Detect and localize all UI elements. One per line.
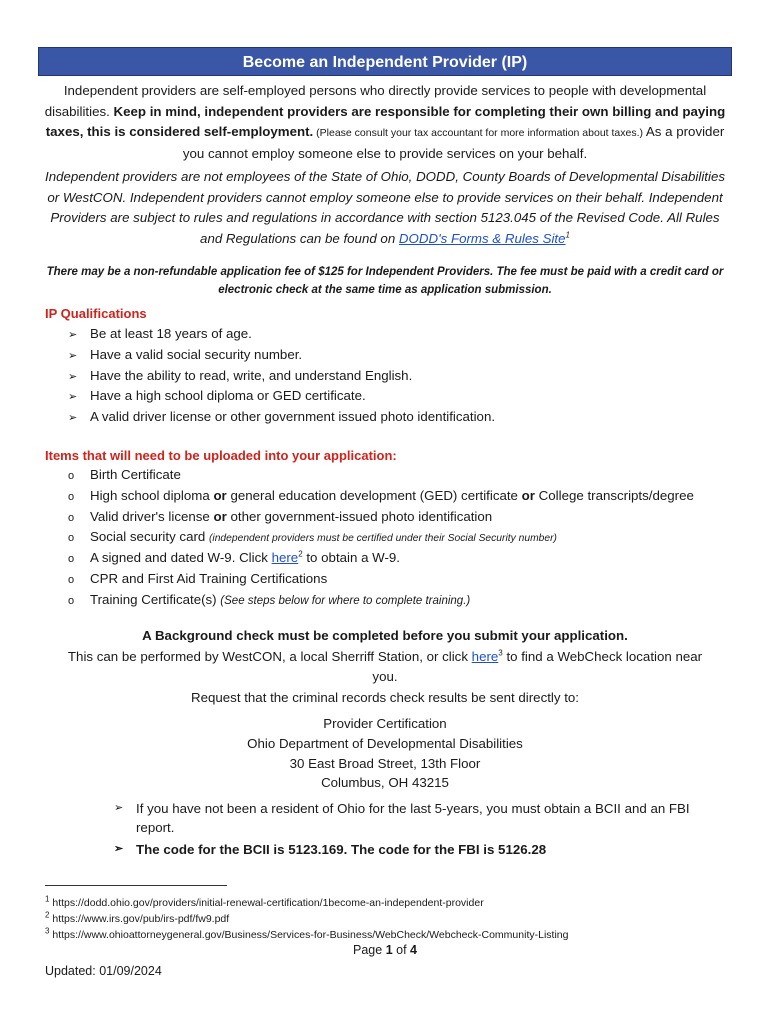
arrow-bullet-icon: ➢ bbox=[114, 843, 124, 855]
ip-qualifications-heading: IP Qualifications bbox=[45, 306, 147, 321]
intro-end-text: As a provider you cannot employ someone else to provide services on your behalf. bbox=[182, 124, 725, 161]
background-text: This can be performed by WestCON, a local Sherriff Station, or click bbox=[67, 649, 472, 664]
footnote-text: https://dodd.ohio.gov/providers/initial-renewal-certification/1become-an-independent-provider bbox=[49, 897, 484, 909]
or-emphasis: or bbox=[213, 487, 227, 503]
or-emphasis: or bbox=[521, 487, 535, 503]
intro-tax-note: (Please consult your tax accountant for more information about taxes.) bbox=[313, 127, 646, 139]
footnote-number: 3 bbox=[45, 926, 50, 936]
arrow-bullet-icon: ➢ bbox=[68, 329, 78, 341]
list-item bbox=[68, 486, 694, 507]
list-item-text: Be at least 18 years of age. bbox=[90, 326, 252, 341]
circle-bullet-icon: o bbox=[68, 470, 75, 482]
updated-date: Updated: 01/09/2024 bbox=[45, 964, 162, 978]
footnote-1 bbox=[45, 895, 484, 911]
uploads-list bbox=[68, 465, 694, 611]
circle-bullet-icon: o bbox=[68, 490, 75, 503]
list-item-text: Have a valid social security number. bbox=[90, 346, 303, 362]
circle-bullet-icon: o bbox=[68, 594, 75, 607]
list-item bbox=[68, 527, 694, 548]
arrow-bullet-icon: ➢ bbox=[68, 349, 78, 362]
list-item bbox=[68, 590, 694, 611]
arrow-bullet-icon: ➢ bbox=[68, 412, 78, 425]
disclaimer-paragraph bbox=[40, 167, 730, 249]
footnote-text: https://www.ohioattorneygeneral.gov/Business/Services-for-Business/WebCheck/Webcheck-Community-Listing bbox=[49, 929, 569, 941]
list-item-text: Have the ability to read, write, and understand English. bbox=[90, 367, 413, 383]
list-item bbox=[68, 465, 694, 486]
current-page: 1 bbox=[385, 943, 393, 957]
total-pages: 4 bbox=[410, 943, 417, 957]
w9-here-link[interactable]: here bbox=[271, 550, 299, 566]
circle-bullet-icon: o bbox=[68, 573, 75, 586]
page-title: Become an Independent Provider (IP) bbox=[38, 47, 732, 76]
residency-note-text: If you have not been a resident of Ohio for the last 5-years, you must obtain a BCII and an FBI report. bbox=[136, 801, 690, 835]
dodd-forms-rules-link[interactable]: DODD's Forms & Rules Site bbox=[398, 230, 566, 246]
footnote-number: 2 bbox=[45, 910, 50, 920]
list-item bbox=[68, 507, 694, 528]
intro-paragraph bbox=[40, 81, 730, 164]
circle-bullet-icon: o bbox=[68, 532, 75, 545]
page-number bbox=[0, 943, 770, 957]
codes-note bbox=[114, 840, 724, 859]
address-line: Provider Certification bbox=[323, 716, 447, 731]
footnote-2 bbox=[45, 911, 229, 927]
list-item bbox=[68, 548, 694, 569]
intro-text: Independent providers are self-employed persons who directly provide services to people with developmental disabilities. bbox=[44, 83, 707, 119]
training-note: (See steps below for where to complete training.) bbox=[220, 594, 471, 607]
uploads-heading: Items that will need to be uploaded into your application: bbox=[45, 448, 397, 463]
footnote-ref-2: 2 bbox=[298, 549, 303, 559]
ssn-note: (independent providers must be certified under their Social Security number) bbox=[208, 533, 557, 545]
arrow-bullet-icon: ➢ bbox=[68, 370, 78, 383]
page-label: Page bbox=[353, 943, 386, 957]
list-item bbox=[68, 407, 495, 428]
list-item bbox=[68, 366, 495, 387]
list-item-text: Training Certificate(s) bbox=[90, 591, 221, 607]
arrow-bullet-icon: ➢ bbox=[114, 802, 124, 814]
list-item bbox=[68, 324, 495, 345]
list-item-text: College transcripts/degree bbox=[534, 487, 694, 503]
fee-notice: There may be a non-refundable application fee of $125 for Independent Providers. The fee must be paid with a credit card or electronic check at the same time as application submission. bbox=[46, 266, 724, 296]
codes-note-text: The code for the BCII is 5123.169. The code for the FBI is 5126.28 bbox=[136, 842, 547, 857]
list-item-text: Valid driver's license bbox=[90, 508, 214, 524]
footnote-text: https://www.irs.gov/pub/irs-pdf/fw9.pdf bbox=[49, 913, 230, 925]
circle-bullet-icon: o bbox=[68, 511, 75, 524]
list-item-text: general education development (GED) certificate bbox=[226, 487, 522, 503]
background-text: to find a WebCheck location near you. bbox=[372, 649, 703, 684]
list-item-text: CPR and First Aid Training Certifications bbox=[90, 570, 328, 586]
webcheck-here-link[interactable]: here bbox=[471, 649, 499, 664]
list-item-text: Have a high school diploma or GED certificate. bbox=[90, 388, 366, 404]
list-item bbox=[68, 386, 495, 407]
qualifications-list bbox=[68, 324, 495, 428]
of-label: of bbox=[392, 943, 411, 957]
records-request-text: Request that the criminal records check results be sent directly to: bbox=[191, 690, 579, 705]
footnote-3 bbox=[45, 927, 568, 943]
background-check-text bbox=[55, 647, 715, 687]
list-item-text: Birth Certificate bbox=[90, 467, 181, 482]
intro-bold-text: Keep in mind, independent providers are responsible for completing their own billing and paying taxes, this is considered self-employment. bbox=[45, 103, 726, 139]
footnote-ref-3: 3 bbox=[498, 648, 503, 658]
footnote-number: 1 bbox=[45, 894, 50, 904]
address-line: 30 East Broad Street, 13th Floor bbox=[289, 756, 481, 771]
list-item-text: other government-issued photo identification bbox=[226, 508, 493, 524]
or-emphasis: or bbox=[213, 508, 227, 524]
footnote-divider bbox=[45, 885, 227, 886]
background-check-heading: A Background check must be completed before you submit your application. bbox=[142, 628, 628, 643]
residency-note bbox=[114, 799, 724, 837]
list-item bbox=[68, 569, 694, 590]
footnote-ref-1: 1 bbox=[565, 230, 570, 240]
list-item-text: A valid driver license or other government issued photo identification. bbox=[90, 409, 496, 425]
list-item-text: Social security card bbox=[90, 529, 209, 545]
circle-bullet-icon: o bbox=[68, 553, 75, 566]
address-line: Columbus, OH 43215 bbox=[321, 775, 449, 790]
arrow-bullet-icon: ➢ bbox=[68, 391, 78, 404]
list-item-text: High school diploma bbox=[90, 487, 214, 503]
list-item-text: A signed and dated W-9. Click bbox=[90, 550, 272, 566]
list-item-text: to obtain a W-9. bbox=[302, 550, 400, 566]
list-item bbox=[68, 345, 495, 366]
address-line: Ohio Department of Developmental Disabilities bbox=[247, 736, 523, 751]
disclaimer-text: Independent providers are not employees of the State of Ohio, DODD, County Boards of Developmental Disabilities or WestCON. Independent providers cannot employ someone else to provide services on their behalf. Independent Providers are subject to rules and regulations in accordance with section 5123.045 of the Revised Code. All Rules and Regulations can be found on bbox=[45, 169, 725, 246]
